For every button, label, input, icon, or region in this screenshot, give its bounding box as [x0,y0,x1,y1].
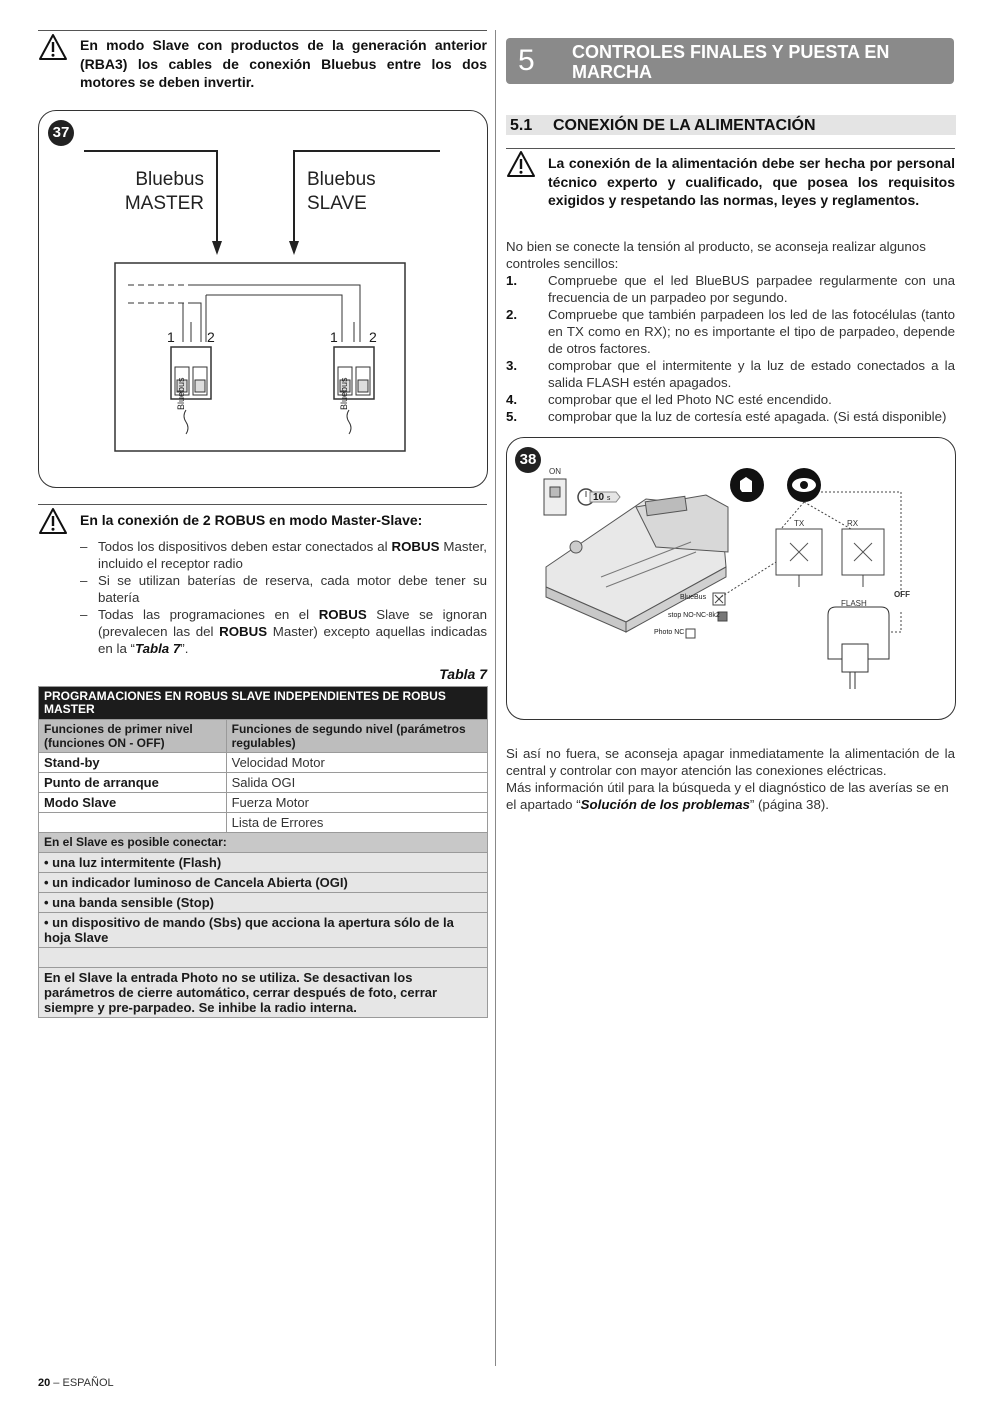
bluebus-wiring-diagram [38,110,488,488]
label-slave: SLAVE [307,193,367,214]
table-row: Stand-by Velocidad Motor [39,753,488,773]
table-caption: Tabla 7 [439,666,487,682]
page-footer: 20 – ESPAÑOL [38,1377,114,1389]
subsection-title: CONEXIÓN DE LA ALIMENTACIÓN [553,117,816,134]
section-title: CONTROLES FINALES Y PUESTA EN MARCHA [572,42,890,82]
label-flash: FLASH [841,599,867,608]
intro-text: No bien se conecte la tensión al producto, se aconseja realizar algunos controles sencillos: [506,239,926,271]
column-header: Funciones de segundo nivel (parámetros regulables) [226,720,487,753]
rule-warning3 [506,148,955,149]
connect-header: En el Slave es posible conectar: [39,833,488,853]
warning-rba3: En modo Slave con productos de la generación anterior (RBA3) los cables de conexión Bluebus entre los dos motores se deben invertir. [80,37,487,90]
subsection-number: 5.1 [510,117,533,134]
warning-power: La conexión de la alimentación debe ser hecha por personal técnico experto y cualificado, que posea los requisitos exigidos y respetando las normas, leyes y reglamentos. [548,155,955,208]
terminal-2-master: 2 [207,329,215,345]
table-header: PROGRAMACIONES EN ROBUS SLAVE INDEPENDIENTES DE ROBUS MASTER [39,687,488,720]
column-divider [495,30,496,1366]
table-row: Modo Slave Fuerza Motor [39,793,488,813]
warning-icon [506,150,536,178]
figure-38-badge: 38 [515,447,541,473]
bluebus-label-master: Bluebus [176,377,186,410]
connect-item: • un indicador luminoso de Cancela Abierta (OGI) [39,873,488,893]
top-rule-left [38,30,487,31]
label-photo-led: Photo NC [654,629,685,636]
terminal-2-slave: 2 [369,329,377,345]
warning-icon [38,33,68,61]
list-item: 3. comprobar que el intermitente y la luz de estado conectados a la salida FLASH estén apagados. [506,358,955,390]
table-footer-note: En el Slave la entrada Photo no se utiliza. Se desactivan los parámetros de cierre automático, cerrar después de foto, cerrar siempre y pre-parpadeo. Se inhibe la radio interna. [39,968,488,1018]
list-item: 4. comprobar que el led Photo NC esté encendido. [506,392,832,407]
list-item: 5. comprobar que la luz de cortesía esté apagada. (Si está disponible) [506,409,947,424]
connect-item: • un dispositivo de mando (Sbs) que acciona la apertura sólo de la hoja Slave [39,913,488,948]
label-timer: 10 s [593,492,611,503]
after-text-1: Si así no fuera, se aconseja apagar inmediatamente la alimentación de la central y controlar con mayor atención las conexiones eléctricas. [506,746,955,778]
label-tx: TX [794,519,805,528]
empty-row [39,948,488,968]
label-rx: RX [847,519,859,528]
list-item: 2. Compruebe que también parpadeen los led de las fotocélulas (tanto en TX como en RX); no es importante el tipo de parpadeo, depende de otros factores. [506,307,955,356]
label-off: OFF [894,590,910,599]
label-on: ON [549,467,561,476]
subsection-header [506,115,956,135]
label-bluebus-slave: Bluebus [307,169,376,190]
label-bluebus-master: Bluebus [135,169,204,190]
terminal-1-slave: 1 [330,329,338,345]
section-header [506,38,954,84]
bluebus-label-slave: Bluebus [339,377,349,410]
table-7 [38,686,488,1018]
warning-icon [38,507,68,535]
list-item: – Si se utilizan baterías de reserva, cada motor debe tener su batería [80,572,487,606]
list-item: – Todas las programaciones en el ROBUS Slave se ignoran (prevalecen las del ROBUS Master) excepto aquellas indicadas en la “Tabla 7”. [80,606,487,657]
checks-list [506,272,955,425]
master-slave-list [80,538,487,657]
connect-item: • una luz intermitente (Flash) [39,853,488,873]
list-item: 1. Compruebe que el led BlueBUS parpadee regularmente con una frecuencia de un parpadeo por segundo. [506,273,955,305]
table-row: Punto de arranque Salida OGI [39,773,488,793]
label-bluebus-led: BlueBus [680,594,707,601]
terminal-1-master: 1 [167,329,175,345]
label-master: MASTER [124,193,204,214]
rule-warning2 [38,504,487,505]
section-number: 5 [518,44,535,77]
after-text-2: Más información útil para la búsqueda y el diagnóstico de las averías se en el apartado “Solución de los problemas” (página 38). [506,780,949,812]
column-header: Funciones de primer nivel (funciones ON - OFF) [39,720,227,753]
connect-item: • una banda sensible (Stop) [39,893,488,913]
table-row: Lista de Errores [39,813,488,833]
figure-37-badge: 37 [48,120,74,146]
warning-master-slave: En la conexión de 2 ROBUS en modo Master-Slave: [80,512,423,528]
control-unit-illustration [506,437,956,720]
list-item: – Todos los dispositivos deben estar conectados al ROBUS Master, incluido el receptor radio [80,538,487,572]
label-stop-led: stop NO-NC-8k2 [668,612,720,619]
